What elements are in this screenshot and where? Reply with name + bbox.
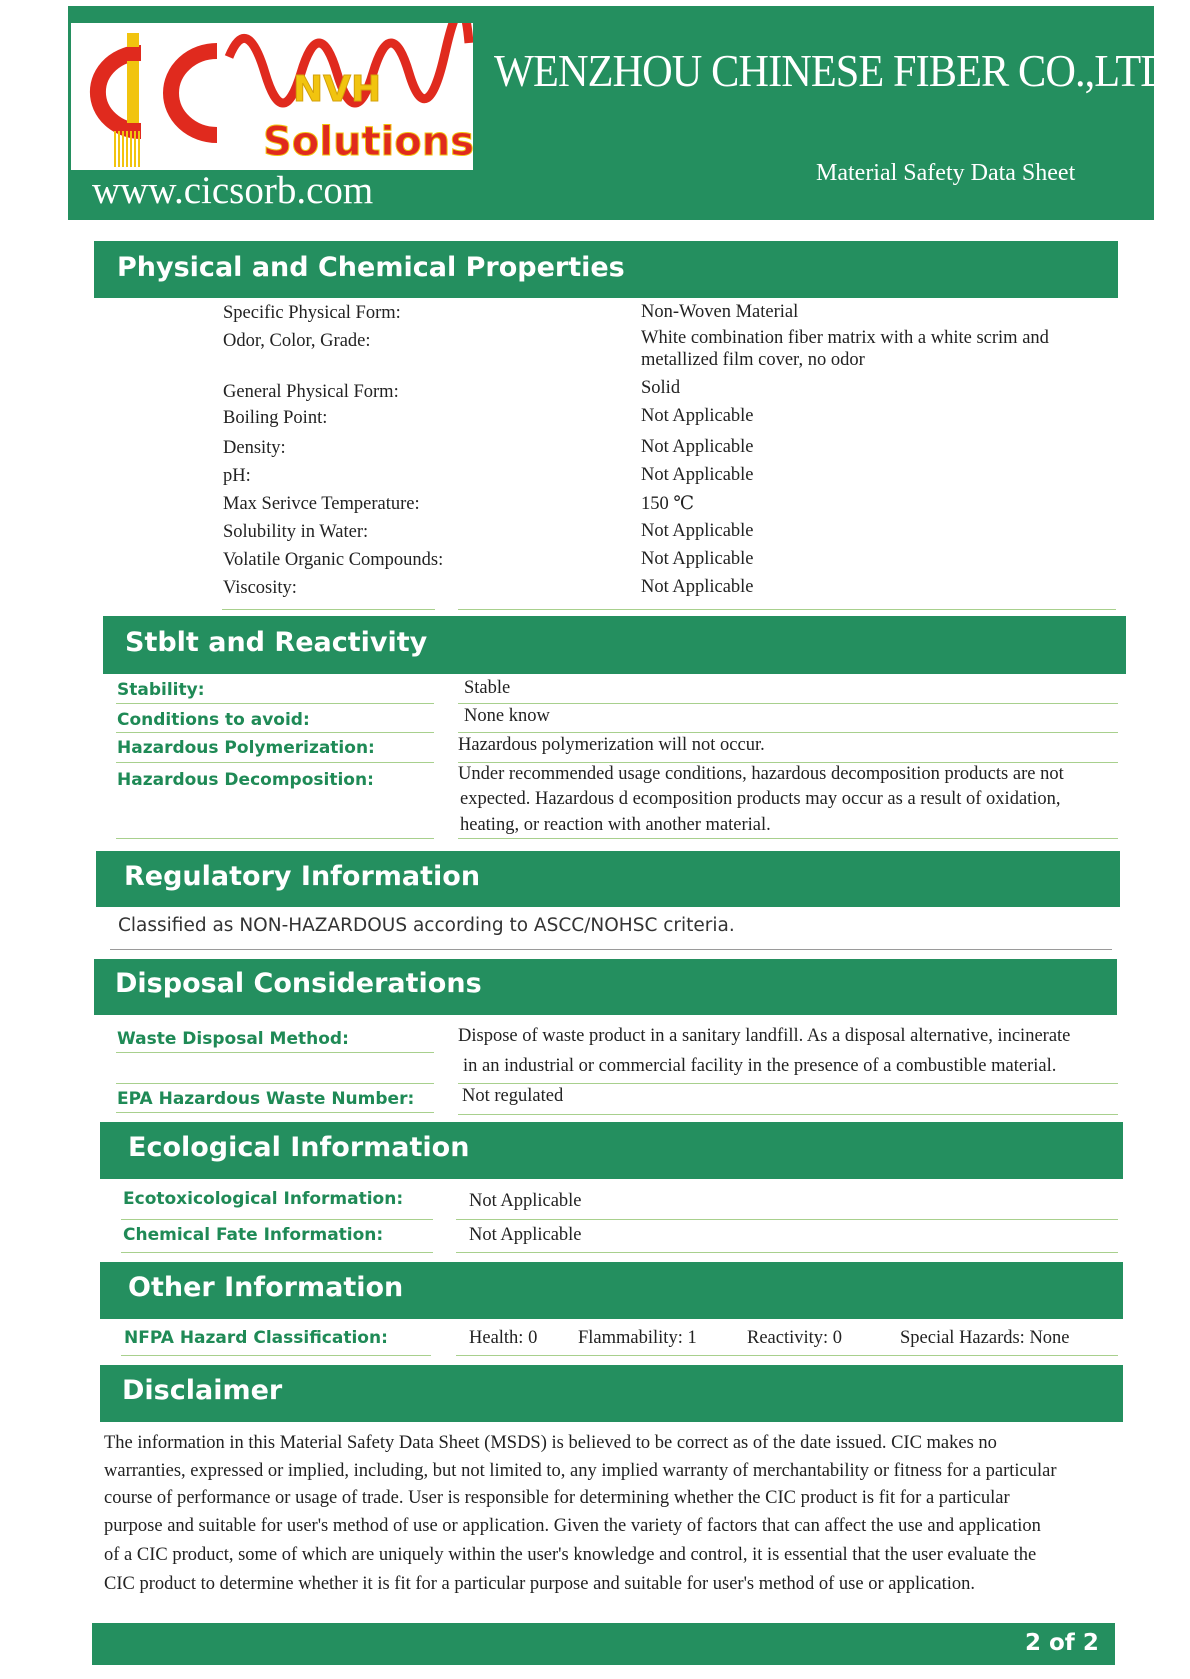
section-title-physical: Physical and Chemical Properties — [117, 252, 625, 283]
section-title-stability: Stblt and Reactivity — [125, 627, 428, 658]
prop-value: Not Applicable — [641, 549, 754, 569]
prop-label: Solubility in Water: — [223, 522, 369, 542]
website-link[interactable]: www.cicsorb.com — [92, 169, 374, 212]
field-value: in an industrial or commercial facility in the presence of a combustible material. — [463, 1056, 1057, 1076]
divider — [458, 762, 1118, 763]
divider — [222, 609, 435, 610]
prop-label: Viscosity: — [223, 578, 297, 598]
field-value: Under recommended usage conditions, hazardous decomposition products are not — [458, 764, 1064, 784]
company-name: WENZHOU CHINESE FIBER CO.,LTD. — [494, 45, 1180, 96]
divider — [458, 1114, 1118, 1115]
divider — [121, 1219, 433, 1220]
regulatory-text: Classified as NON-HAZARDOUS according to ASCC/NOHSC criteria. — [118, 915, 735, 936]
prop-value: Not Applicable — [641, 521, 754, 541]
prop-label: Boiling Point: — [223, 408, 328, 428]
field-label: Ecotoxicological Information: — [123, 1189, 404, 1209]
divider — [458, 609, 1116, 610]
field-label: Hazardous Polymerization: — [117, 738, 375, 758]
nfpa-health: Health: 0 — [469, 1328, 538, 1348]
section-title-regulatory: Regulatory Information — [124, 861, 481, 892]
field-value: Not Applicable — [469, 1225, 582, 1245]
prop-label: Odor, Color, Grade: — [223, 331, 371, 351]
prop-value: metallized film cover, no odor — [641, 350, 865, 370]
disclaimer-line: purpose and suitable for user's method of use or application. Given the variety of factors that can affect the use and application — [104, 1516, 1041, 1536]
svg-text:Solutions: Solutions — [263, 119, 473, 165]
divider — [458, 1083, 1118, 1084]
field-value: None know — [464, 706, 550, 726]
divider — [116, 703, 434, 704]
divider — [456, 1219, 1118, 1220]
field-label: EPA Hazardous Waste Number: — [117, 1089, 415, 1109]
prop-value: Solid — [641, 378, 681, 398]
divider — [458, 732, 1118, 733]
prop-value: Not Applicable — [641, 465, 754, 485]
prop-value: Not Applicable — [641, 406, 754, 426]
disclaimer-line: The information in this Material Safety Data Sheet (MSDS) is believed to be correct as of the date issued. CIC makes no — [104, 1433, 997, 1453]
field-label: Waste Disposal Method: — [117, 1029, 349, 1049]
field-label: Conditions to avoid: — [117, 710, 310, 730]
nfpa-reactivity: Reactivity: 0 — [747, 1328, 843, 1348]
logo-graphic — [71, 23, 473, 170]
divider — [458, 838, 1118, 839]
field-label: Stability: — [117, 680, 205, 700]
divider — [458, 703, 1118, 704]
prop-label: Specific Physical Form: — [223, 303, 401, 323]
prop-value: Not Applicable — [641, 437, 754, 457]
divider — [116, 762, 434, 763]
field-value: Dispose of waste product in a sanitary landfill. As a disposal alternative, incinerate — [458, 1026, 1071, 1046]
divider — [121, 1252, 433, 1253]
divider — [116, 1083, 434, 1084]
divider — [456, 1355, 1118, 1356]
divider — [116, 838, 434, 839]
field-label: Chemical Fate Information: — [123, 1225, 384, 1245]
field-value: expected. Hazardous d ecomposition products may occur as a result of oxidation, — [460, 789, 1061, 809]
field-value: heating, or reaction with another material. — [460, 815, 771, 835]
document-type: Material Safety Data Sheet — [816, 160, 1076, 186]
prop-value: Non-Woven Material — [641, 302, 799, 322]
prop-label: General Physical Form: — [223, 382, 399, 402]
field-value: Hazardous polymerization will not occur. — [458, 735, 765, 755]
section-title-disclaimer: Disclaimer — [122, 1375, 283, 1406]
nfpa-flammability: Flammability: 1 — [578, 1328, 697, 1348]
disclaimer-line: warranties, expressed or implied, including, but not limited to, any implied warranty of merchantability or fitness for a particular — [104, 1461, 1057, 1481]
footer-bar — [92, 1623, 1115, 1665]
prop-value: White combination fiber matrix with a white scrim and — [641, 328, 1049, 348]
prop-value: 150 ℃ — [641, 494, 695, 514]
section-title-other: Other Information — [128, 1272, 404, 1303]
divider — [456, 1252, 1118, 1253]
prop-label: Density: — [223, 438, 286, 458]
divider — [116, 1112, 434, 1113]
divider — [116, 1052, 434, 1053]
disclaimer-line: course of performance or usage of trade. User is responsible for determining whether the CIC product is fit for a particular — [104, 1488, 1010, 1508]
nfpa-special-hazards: Special Hazards: None — [900, 1328, 1070, 1348]
field-value: Stable — [464, 678, 511, 698]
section-title-ecological: Ecological Information — [128, 1132, 470, 1163]
prop-value: Not Applicable — [641, 577, 754, 597]
prop-label: Max Serivce Temperature: — [223, 494, 420, 514]
field-value: Not regulated — [462, 1086, 564, 1106]
divider — [116, 732, 434, 733]
disclaimer-line: CIC product to determine whether it is fit for a particular purpose and suitable for user's method of use or application. — [104, 1574, 976, 1594]
field-label: Hazardous Decomposition: — [117, 770, 374, 790]
divider — [121, 1355, 431, 1356]
field-label: NFPA Hazard Classification: — [124, 1328, 388, 1348]
page-number: 2 of 2 — [1025, 1630, 1099, 1656]
company-logo — [71, 23, 473, 170]
section-title-disposal: Disposal Considerations — [115, 968, 482, 999]
svg-text:NVH: NVH — [293, 69, 382, 110]
prop-label: pH: — [223, 466, 251, 486]
prop-label: Volatile Organic Compounds: — [223, 550, 444, 570]
field-value: Not Applicable — [469, 1191, 582, 1211]
disclaimer-line: of a CIC product, some of which are uniquely within the user's knowledge and control, it is essential that the user evaluate the — [104, 1545, 1037, 1565]
divider — [110, 949, 1112, 950]
